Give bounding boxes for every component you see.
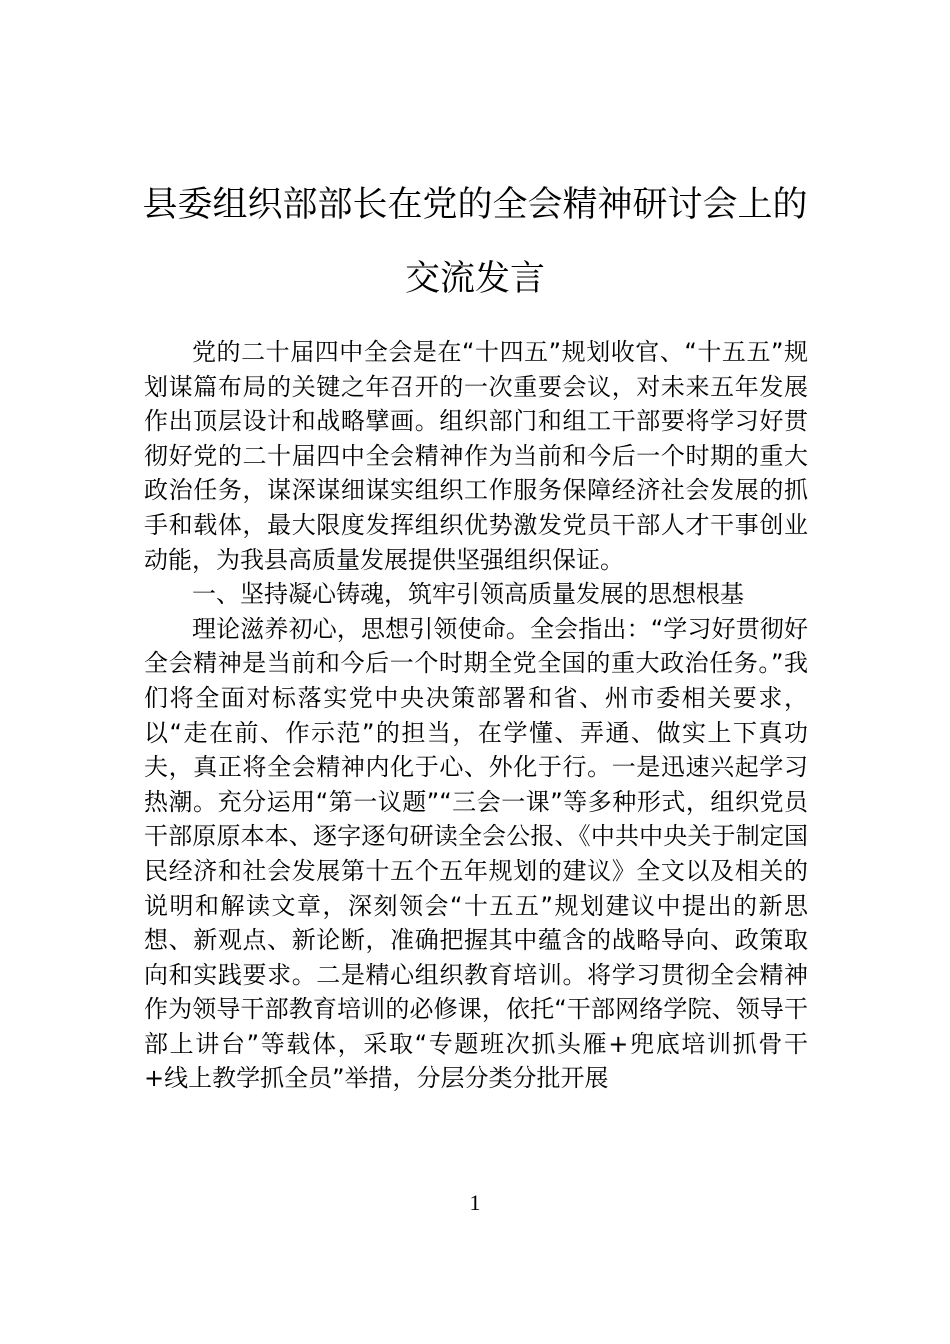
- document-title: 县委组织部部长在党的全会精神研讨会上的交流发言: [142, 185, 808, 299]
- page-number: 1: [469, 1190, 481, 1215]
- section-heading-1: 一、坚持凝心铸魂，筑牢引领高质量发展的思想根基: [192, 580, 744, 609]
- document-body: [144, 335, 808, 1096]
- paragraph-section-1: 理论滋养初心，思想引领使命。全会指出：“学习好贯彻好全会精神是当前和今后一个时期全党全国的重大政治任务。”我们将全面对标落实党中央决策部署和省、州市委相关要求，以“走在前、作示范”的担当，在学懂、弄通、做实上下真功夫，真正将全会精神内化于心、外化于行。一是迅速兴起学习热潮。充分运用“第一议题”“三会一课”等多种形式，组织党员干部原原本本、逐字逐句研读全会公报、《中共中央关于制定国民经济和社会发展第十五个五年规划的建议》全文以及相关的说明和解读文章，深刻领会“十五五”规划建议中提出的新思想、新观点、新论断，准确把握其中蕴含的战略导向、政策取向和实践要求。二是精心组织教育培训。将学习贯彻全会精神作为领导干部教育培训的必修课，依托“干部网络学院、领导干部上讲台”等载体，采取“专题班次抓头雁+兜底培训抓骨干+线上教学抓全员”举措，分层分类分批开展: [144, 614, 808, 1093]
- paragraph-intro: 党的二十届四中全会是在“十四五”规划收官、“十五五”规划谋篇布局的关键之年召开的一次重要会议，对未来五年发展作出顶层设计和战略擘画。组织部门和组工干部要将学习好贯彻好党的二十届四中全会精神作为当前和今后一个时期的重大政治任务，谋深谋细谋实组织工作服务保障经济社会发展的抓手和载体，最大限度发挥组织优势激发党员干部人才干事创业动能，为我县高质量发展提供坚强组织保证。: [144, 338, 808, 574]
